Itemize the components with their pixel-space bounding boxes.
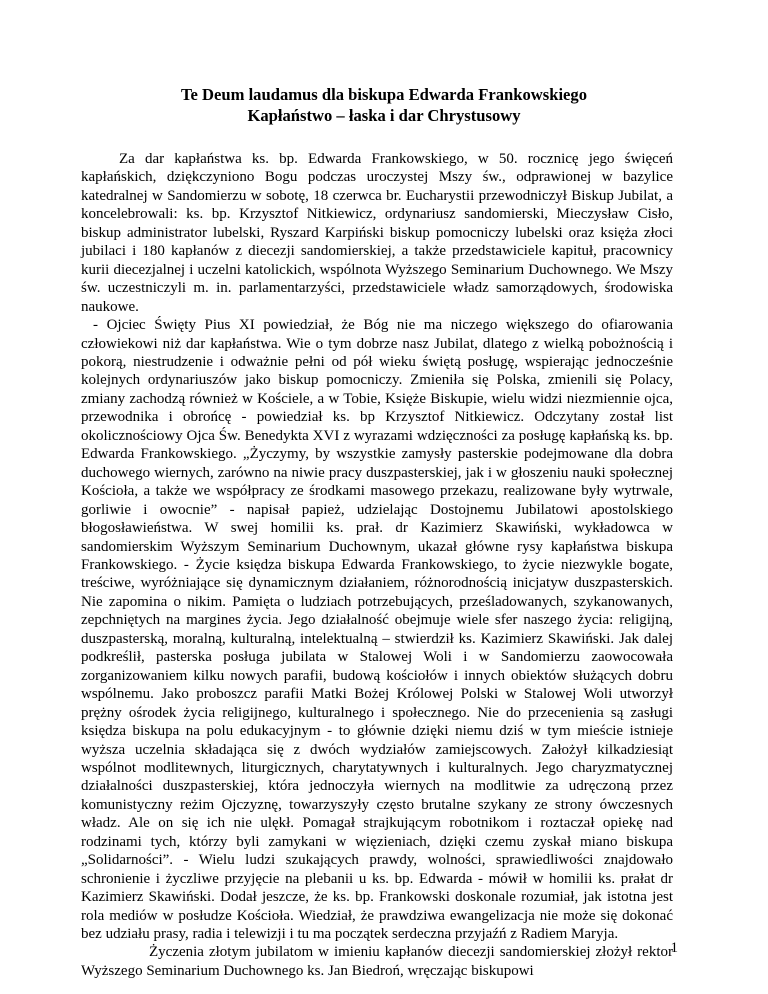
paragraph-2: - Ojciec Święty Pius XI powiedział, że Bóg nie ma niczego większego do ofiarowania człowiekowi niż dar kapłaństwa. Wie o tym dobrze nasz Jubilat, dlatego z wielką pobożnością i pokorą, niestrudzenie i odważnie pełni od pół wieku świętą posługę, wspierając jednocześnie kolejnych ordynariuszów jako biskup pomocniczy. Zmieniła się Polska, zmienili się Polacy, zmiany zachodzą również w Kościele, a w Tobie, Księże Biskupie, wielu widzi niezmiennie ojca, przewodnika i obrońcę - powiedział ks. bp Krzysztof Nitkiewicz. Odczytany został list okolicznościowy Ojca Św. Benedykta XVI z wyrazami wdzięczności za posługę kapłańską ks. bp. Edwarda Frankowskiego. „Życzymy, by wszystkie zamysły pasterskie podejmowane dla dobra duchowego wiernych, zarówno na niwie pracy duszpasterskiej, jak i w głoszeniu nauki społecznej Kościoła, a także we współpracy ze środkami masowego przekazu, realizowane były wytrwale, gorliwie i owocnie” - napisał papież, udzielając Dostojnemu Jubilatowi apostolskiego błogosławieństwa. W swej homilii ks. prał. dr Kazimierz Skawiński, wykładowca w sandomierskim Wyższym Seminarium Duchownym, ukazał główne rysy kapłaństwa biskupa Frankowskiego. - Życie księdza biskupa Edwarda Frankowskiego, to życie niezwykle bogate, treściwe, wyróżniające się dynamicznym działaniem, różnorodnością inicjatyw duszpasterskich. Nie zapomina o nikim. Pamięta o ludziach potrzebujących, prześladowanych, szykanowanych, zepchniętych na margines życia. Jego działalność obejmuje wiele sfer naszego życia: religijną, duszpasterską, moralną, kulturalną, intelektualną – stwierdził ks. Kazimierz Skawiński. Jak dalej podkreślił, pasterska posługa jubilata w Stalowej Woli i w Sandomierzu zaowocowała zorganizowaniem kilku nowych parafii, budową kościołów i innych obiektów służących dobru wspólnemu. Jako proboszcz parafii Matki Bożej Królowej Polski w Stalowej Woli utworzył prężny ośrodek życia religijnego, kulturalnego i społecznego. Nie do przecenienia są zasługi księdza biskupa na polu edukacyjnym - to głównie dzięki niemu dziś w tym mieście istnieje wyższa uczelnia składająca się z dwóch wydziałów zamiejscowych. Założył kilkadziesiąt wspólnot modlitewnych, liturgicznych, charytatywnych i kulturalnych. Jego charyzmatycznej działalności duszpasterskiej, która jednoczyła wiernych na modlitwie za udręczoną przez komunistyczny reżim Ojczyznę, towarzyszyły często brutalne szykany ze strony ówczesnych władz. Ale on się ich nie ulękł. Pomagał strajkującym robotnikom i roztaczał opiekę nad rodzinami tych, którzy byli zamykani w więzieniach, dzięki czemu zyskał miano biskupa „Solidarności”. - Wielu ludzi szukających prawdy, wolności, sprawiedliwości znajdowało schronienie i życzliwe przyjęcie na plebanii u ks. bp. Edwarda - mówił w homilii ks. prałat dr Kazimierz Skawiński. Dodał jeszcze, że ks. bp. Frankowski doskonale rozumiał, jak istotna jest rola mediów w posłudze Kościoła. Wiedział, że prawdziwa ewangelizacja nie może się dokonać bez udziału prasy, radia i telewizji i tu ma początek serdeczna przyjaźń z Radiem Maryja.: [81, 317, 673, 943]
document-title: Te Deum laudamus dla biskupa Edwarda Frankowskiego: [180, 85, 588, 104]
page-number: 1: [670, 940, 678, 956]
title-block: [0, 84, 768, 126]
article-body: [81, 150, 673, 980]
document-subtitle: Kapłaństwo – łaska i dar Chrystusowy: [247, 106, 521, 125]
paragraph-3: Życzenia złotym jubilatom w imieniu kapłanów diecezji sandomierskiej złożył rektor Wyższego Seminarium Duchownego ks. Jan Biedroń, wręczając biskupowi: [81, 944, 673, 979]
paragraph-1: Za dar kapłaństwa ks. bp. Edwarda Frankowskiego, w 50. rocznicę jego święceń kapłańskich, dziękczyniono Bogu podczas uroczystej Mszy św., odprawionej w bazylice katedralnej w Sandomierzu w sobotę, 18 czerwca br. Eucharystii przewodniczył Biskup Jubilat, a koncelebrowali: ks. bp. Krzysztof Nitkiewicz, ordynariusz sandomierski, Mieczysław Cisło, biskup administrator lubelski, Ryszard Karpiński biskup pomocniczy lubelski oraz księża złoci jubilaci i 180 kapłanów z diecezji sandomierskiej, a także przedstawiciele kapituł, pracownicy kurii diecezjalnej i uczelni katolickich, wspólnota Wyższego Seminarium Duchownego. We Mszy św. uczestniczyli m. in. parlamentarzyści, przedstawiciele władz samorządowych, środowiska naukowe.: [81, 151, 673, 315]
